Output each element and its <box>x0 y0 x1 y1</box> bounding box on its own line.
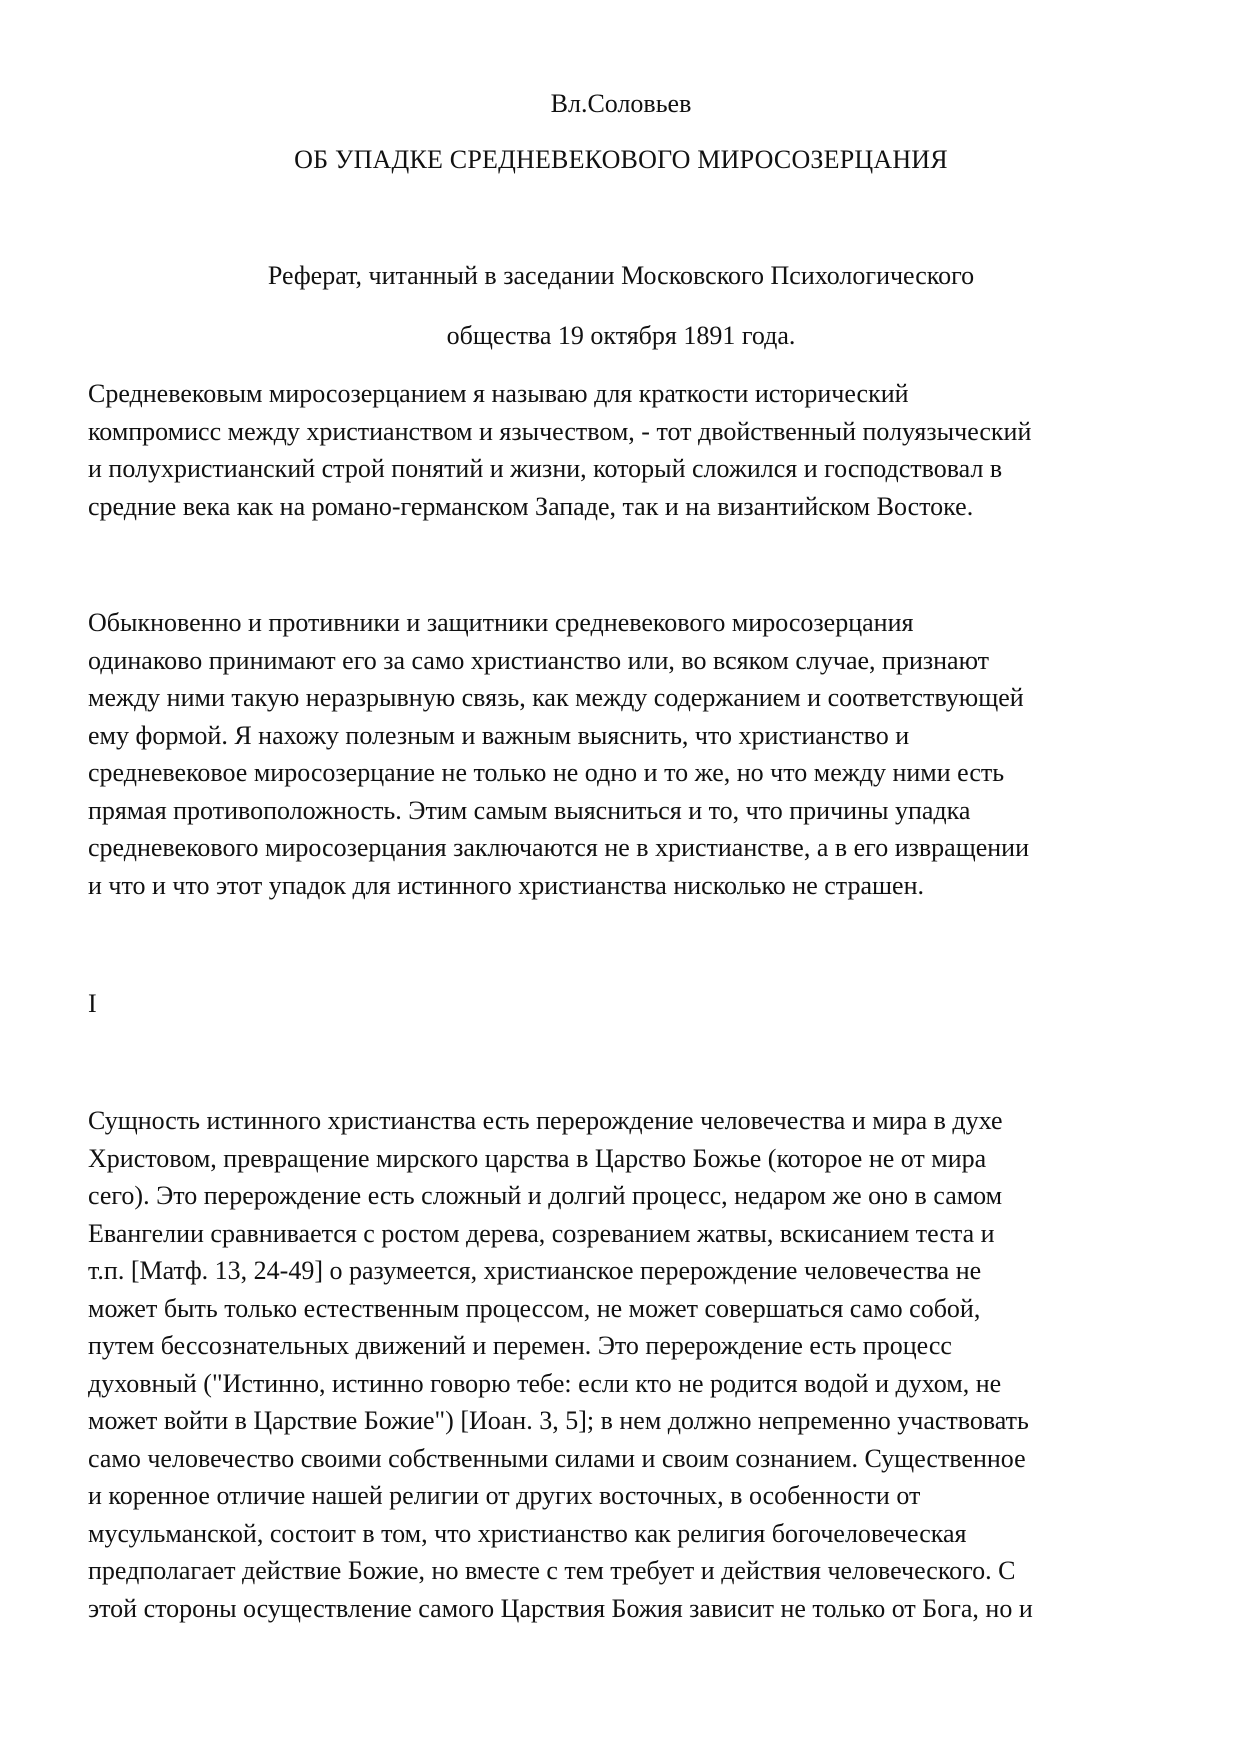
paragraph-line: средние века как на романо-германском Западе, так и на византийском Востоке. <box>88 491 974 521</box>
subtitle-line-2: общества 19 октября 1891 года. <box>446 321 796 350</box>
section-number: I <box>88 989 97 1018</box>
paragraph-line: сего). Это перерождение есть сложный и долгий процесс, недаром же оно в самом <box>88 1181 1003 1210</box>
paragraph-line: компромисс между христианством и язычеством, - тот двойственный полуязыческий <box>88 416 1032 446</box>
paragraph-line: и коренное отличие нашей религии от других восточных, в особенности от <box>88 1481 921 1510</box>
paragraph-line: прямая противоположность. Этим самым выясниться и то, что причины упадка <box>88 795 971 825</box>
paragraph-line: путем бессознательных движений и перемен. Это перерождение есть процесс <box>88 1331 952 1360</box>
paragraph-line: мусульманской, состоит в том, что христианство как религия богочеловеческая <box>88 1518 967 1548</box>
paragraph-line: средневекового миросозерцания заключаются не в христианстве, а в его извращении <box>88 833 1030 862</box>
paragraph-line: между ними такую неразрывную связь, как между содержанием и соответствующей <box>88 683 1024 712</box>
paragraph-line: духовный ("Истинно, истинно говорю тебе: если кто не родится водой и духом, не <box>88 1368 1002 1398</box>
paragraph-line: предполагает действие Божие, но вместе с тем требует и действия человеческого. С <box>88 1556 1016 1585</box>
paragraph-line: может быть только естественным процессом, не может совершаться само собой, <box>88 1293 981 1323</box>
author-name: Вл.Соловьев <box>550 89 692 118</box>
paragraph-line: Христовом, превращение мирского царства в Царство Божье (которое не от мира <box>88 1143 987 1173</box>
paragraph-line: т.п. [Матф. 13, 24-49] о разумеется, христианское перерождение человечества не <box>88 1256 982 1285</box>
paragraph-line: Евангелии сравнивается с ростом дерева, созреванием жатвы, вскисанием теста и <box>88 1218 995 1248</box>
paragraph-line: этой стороны осуществление самого Царствия Божия зависит не только от Бога, но и <box>88 1593 1033 1623</box>
paragraph-line: одинаково принимают его за само христианство или, во всяком случае, признают <box>88 645 990 675</box>
paragraph-2 <box>88 604 1168 904</box>
paragraph-line: и полухристианский строй понятий и жизни, который сложился и господствовал в <box>88 454 1003 483</box>
paragraph-line: ему формой. Я нахожу полезным и важным выяснить, что христианство и <box>88 720 910 750</box>
document-title: ОБ УПАДКЕ СРЕДНЕВЕКОВОГО МИРОСОЗЕРЦАНИЯ <box>294 145 948 174</box>
paragraph-1 <box>88 375 1168 525</box>
paragraph-line: Средневековым миросозерцанием я называю для краткости исторический <box>88 379 909 408</box>
paragraph-line: и что и что этот упадок для истинного христианства нисколько не страшен. <box>88 870 924 900</box>
paragraph-line: Сущность истинного христианства есть перерождение человечества и мира в духе <box>88 1106 1003 1135</box>
subtitle-line-1: Реферат, читанный в заседании Московского Психологического <box>267 261 975 290</box>
paragraph-line: само человечество своими собственными силами и своим сознанием. Существенное <box>88 1443 1026 1473</box>
paragraph-line: может войти в Царствие Божие") [Иоан. 3, 5]; в нем должно непременно участвовать <box>88 1406 1029 1435</box>
paragraph-line: средневековое миросозерцание не только не одно и то же, но что между ними есть <box>88 758 1005 787</box>
paragraph-3 <box>88 1102 1168 1627</box>
paragraph-line: Обыкновенно и противники и защитники средневекового миросозерцания <box>88 608 914 637</box>
